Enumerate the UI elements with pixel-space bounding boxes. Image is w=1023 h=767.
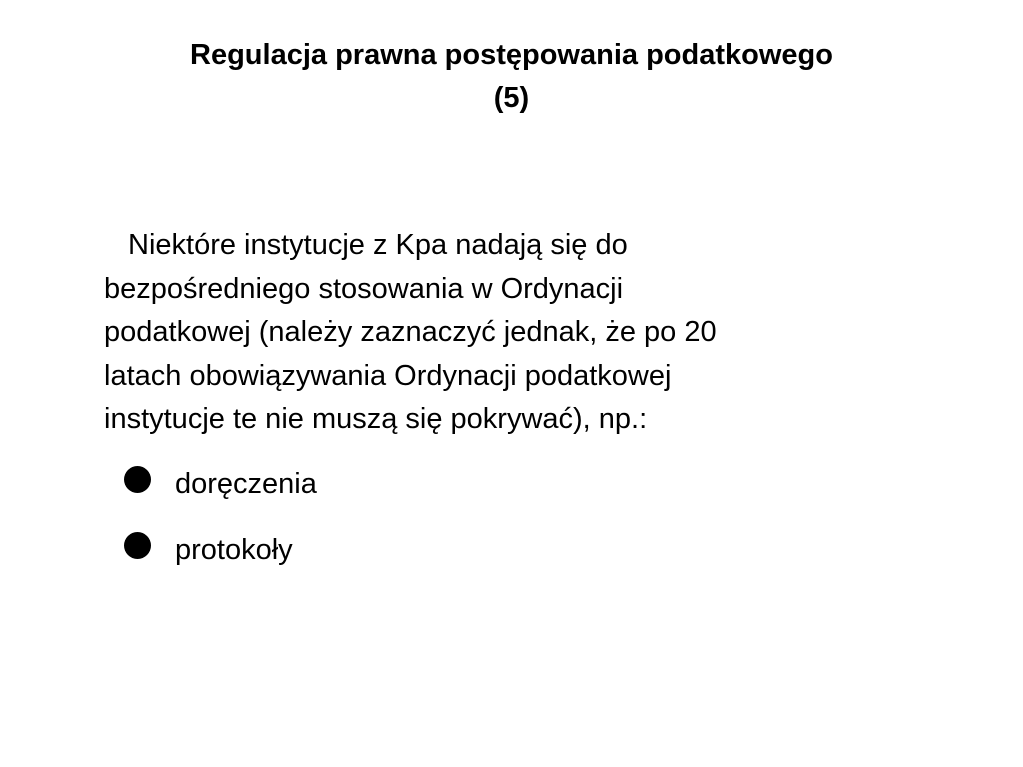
list-item	[124, 524, 317, 590]
slide-title-line-2: (5)	[493, 82, 530, 114]
body-paragraph	[104, 224, 904, 442]
body-line-2: bezpośredniego stosowania w Ordynacji	[104, 272, 624, 305]
body-line-3: podatkowej (należy zaznaczyć jednak, że po 20	[104, 316, 717, 348]
body-line-4: latach obowiązywania Ordynacji podatkowej	[104, 359, 672, 392]
bullet-list	[124, 458, 317, 590]
body-line-5: instytucje te nie muszą się pokrywać), np.:	[104, 403, 648, 435]
slide-title-line-1: Regulacja prawna postępowania podatkowego	[190, 39, 833, 71]
list-item	[124, 458, 317, 524]
slide-title	[0, 34, 1023, 120]
bullet-dot-icon	[124, 532, 151, 559]
list-item-label: doręczenia	[175, 468, 317, 500]
list-item-label: protokoły	[175, 534, 293, 566]
body-line-1: Niektóre instytucje z Kpa nadają się do	[128, 229, 628, 261]
bullet-dot-icon	[124, 466, 151, 493]
